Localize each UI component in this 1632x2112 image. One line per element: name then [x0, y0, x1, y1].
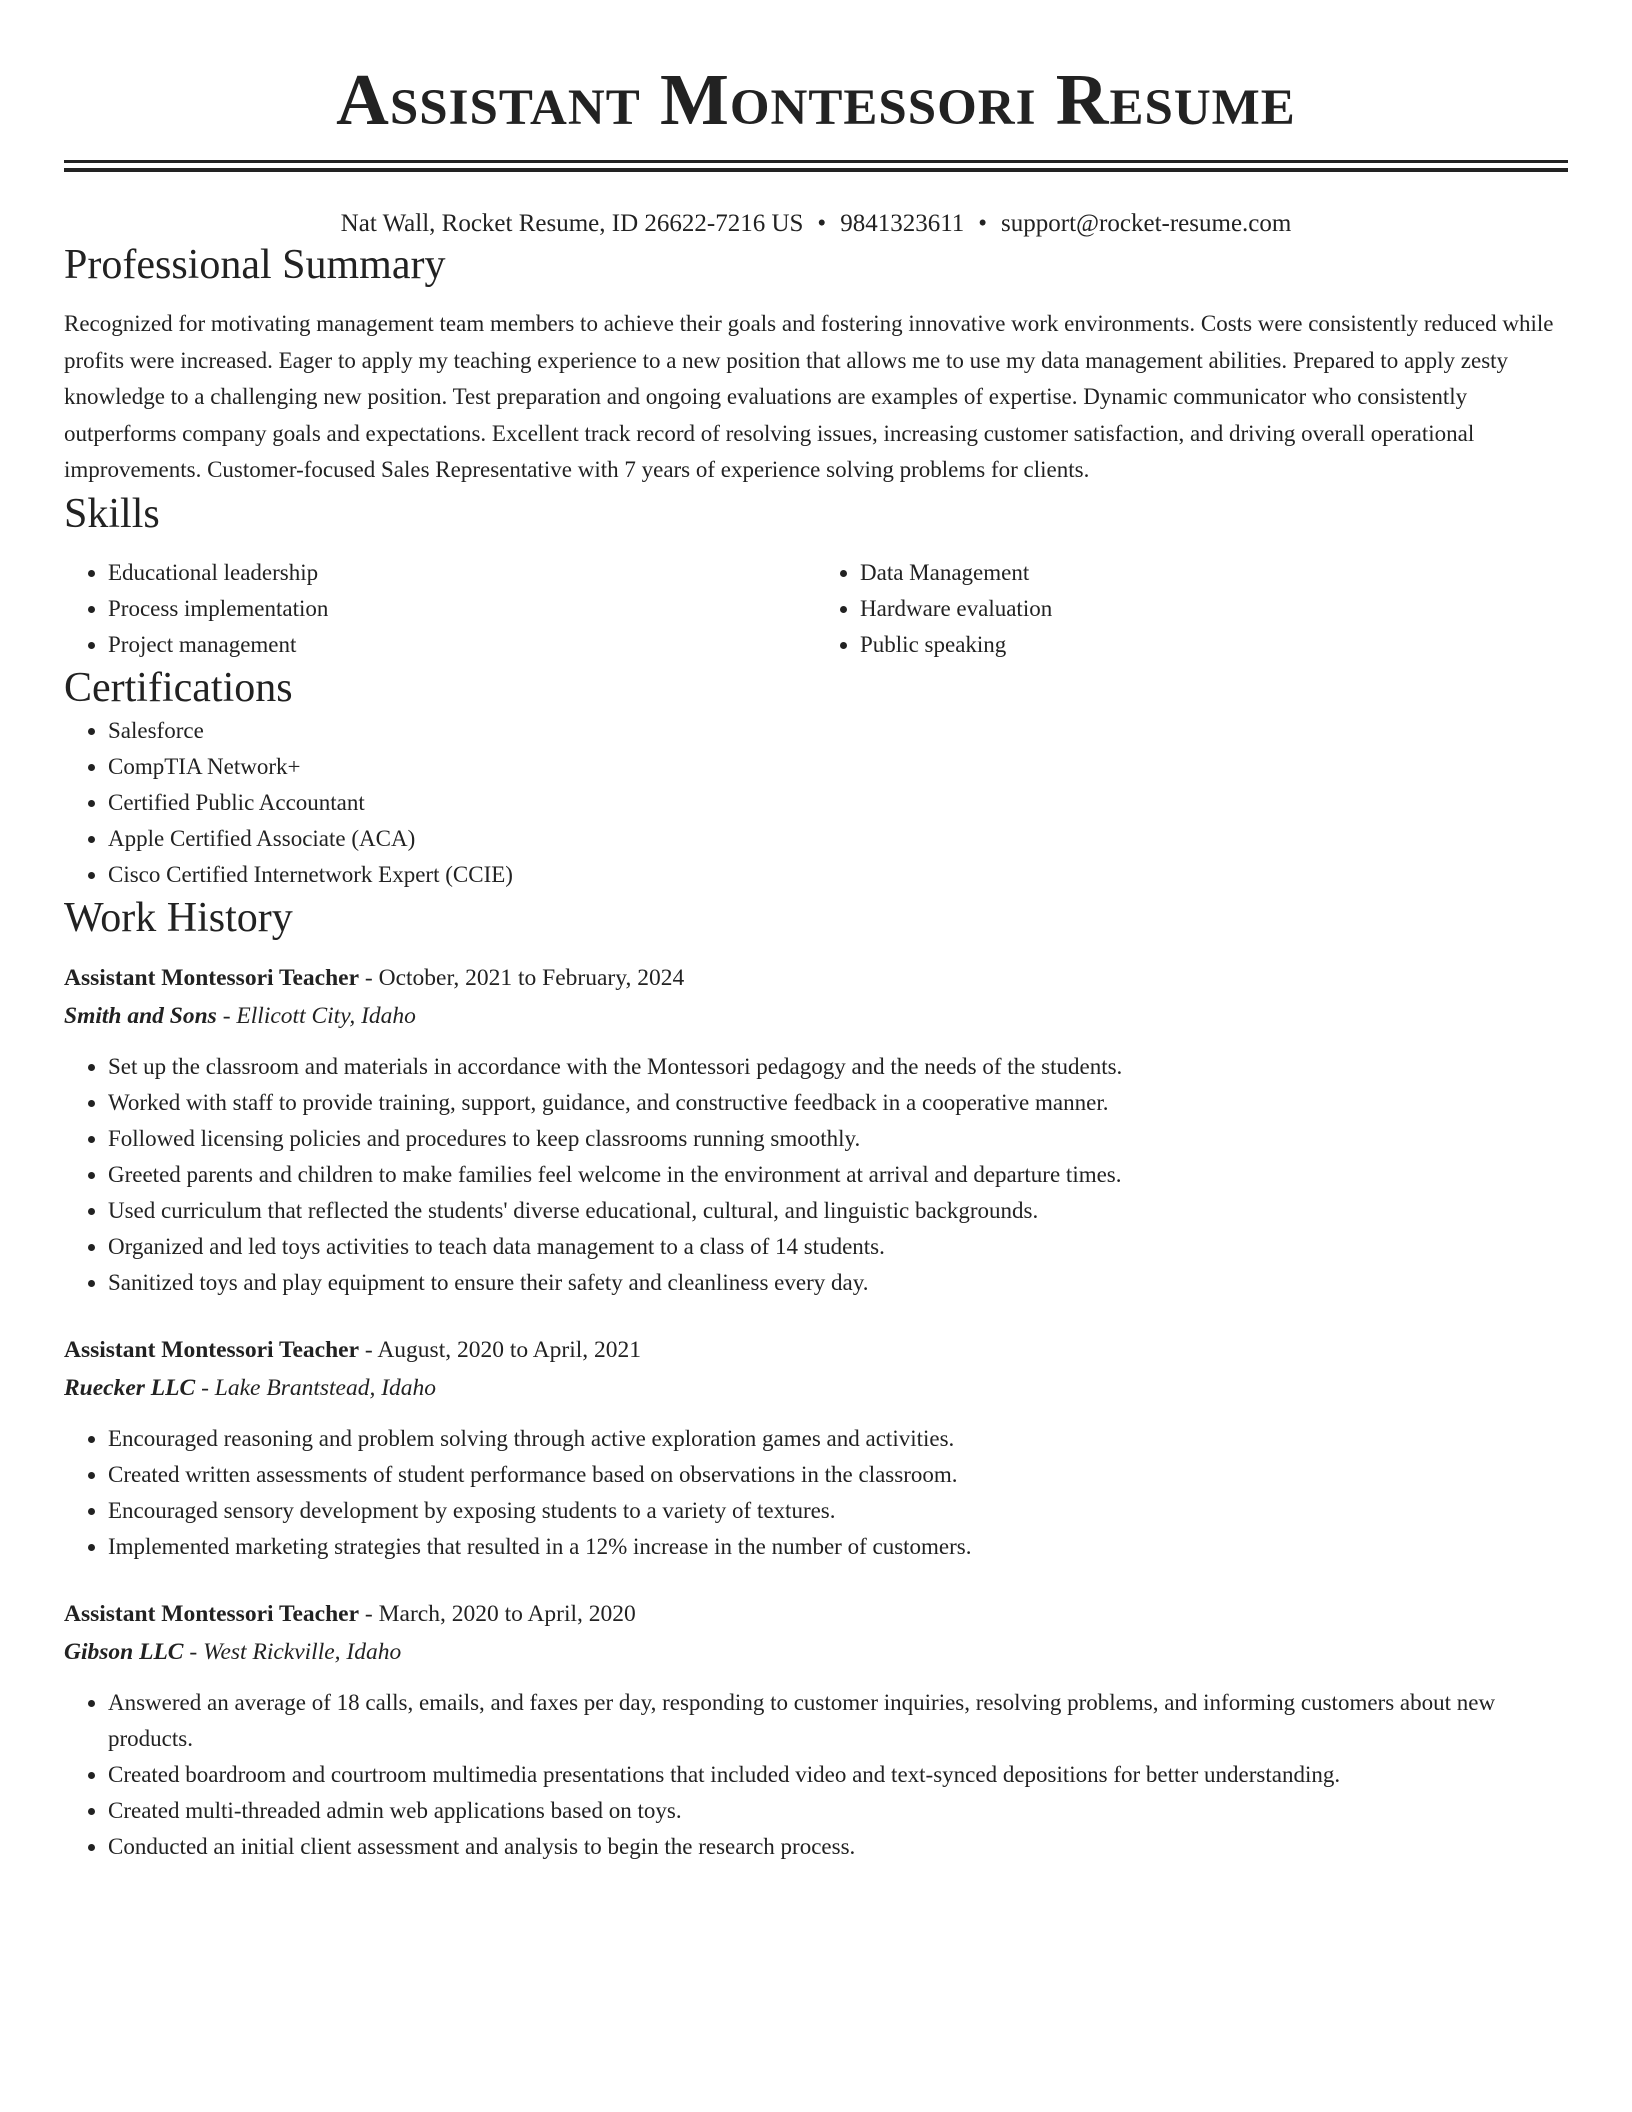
company-dash: -: [216, 1002, 237, 1029]
company-dash: -: [183, 1638, 204, 1665]
list-item: • Worked with staff to provide training, support, guidance, and constructive feedback in a cooperative manner.: [108, 1085, 1568, 1121]
certifications-heading: Certifications: [64, 664, 293, 711]
skills-list-right: [816, 555, 1568, 663]
company-line: [64, 1633, 1568, 1671]
job-entry: [64, 1331, 1568, 1565]
list-item: • Process implementation: [108, 591, 816, 627]
company-name: Ruecker LLC: [64, 1374, 196, 1401]
job-title-line: [64, 1331, 1568, 1369]
job-bullets: [64, 1049, 1568, 1301]
contact-separator: •: [817, 210, 827, 237]
list-item: • Answered an average of 18 calls, emails, and faxes per day, responding to customer inquiries, resolving problems, and informing customers about new products.: [108, 1685, 1568, 1757]
list-item: • Apple Certified Associate (ACA): [108, 821, 1568, 857]
skills-grid: [64, 555, 1568, 663]
certifications-list: [64, 713, 1568, 893]
company-name: Gibson LLC: [64, 1638, 184, 1665]
list-item: • Set up the classroom and materials in accordance with the Montessori pedagogy and the needs of the students.: [108, 1049, 1568, 1085]
job-title: Assistant Montessori Teacher: [64, 1600, 360, 1627]
company-location: Lake Brantstead, Idaho: [214, 1374, 437, 1401]
resume-title: Assistant Montessori Resume: [336, 59, 1296, 140]
job-dash: -: [359, 1600, 379, 1627]
job-dates: October, 2021 to February, 2024: [378, 964, 685, 991]
work-history-list: [64, 959, 1568, 1865]
list-item: • Used curriculum that reflected the students' diverse educational, cultural, and linguistic backgrounds.: [108, 1193, 1568, 1229]
job-bullets: [64, 1421, 1568, 1565]
list-item: • Organized and led toys activities to teach data management to a class of 14 students.: [108, 1229, 1568, 1265]
summary-heading: Professional Summary: [64, 242, 446, 288]
job-entry: [64, 959, 1568, 1301]
list-item: • Implemented marketing strategies that resulted in a 12% increase in the number of customers.: [108, 1529, 1568, 1565]
list-item: • Greeted parents and children to make families feel welcome in the environment at arrival and departure times.: [108, 1157, 1568, 1193]
list-item: • Created written assessments of student performance based on observations in the classroom.: [108, 1457, 1568, 1493]
company-location: Ellicott City, Idaho: [236, 1002, 416, 1029]
job-dates: August, 2020 to April, 2021: [377, 1336, 642, 1363]
company-location: West Rickville, Idaho: [203, 1638, 402, 1665]
list-item: • Encouraged sensory development by exposing students to a variety of textures.: [108, 1493, 1568, 1529]
job-entry: [64, 1595, 1568, 1865]
list-item: • Followed licensing policies and procedures to keep classrooms running smoothly.: [108, 1121, 1568, 1157]
company-line: [64, 997, 1568, 1035]
list-item: • CompTIA Network+: [108, 749, 1568, 785]
list-item: • Project management: [108, 627, 816, 663]
job-title-line: [64, 1595, 1568, 1633]
list-item: • Public speaking: [860, 627, 1568, 663]
list-item: • Certified Public Accountant: [108, 785, 1568, 821]
contact-phone: 9841323611: [840, 210, 965, 237]
company-name: Smith and Sons: [64, 1002, 217, 1029]
list-item: • Created multi-threaded admin web applications based on toys.: [108, 1793, 1568, 1829]
list-item: • Salesforce: [108, 713, 1568, 749]
title-double-rule: [64, 160, 1568, 172]
company-dash: -: [195, 1374, 215, 1401]
job-dash: -: [359, 1336, 378, 1363]
work-history-heading: Work History: [64, 894, 293, 941]
skills-heading: Skills: [64, 490, 160, 537]
summary-text: Recognized for motivating management team members to achieve their goals and fostering innovative work environments. Costs were consistently reduced while profits were increased. Eager to apply my teaching experience to a new position that allows me to use my data management abilities. Prepared to apply zesty knowledge to a challenging new position. Test preparation and ongoing evaluations are examples of expertise. Dynamic communicator who consistently outperforms company goals and expectations. Excellent track record of resolving issues, increasing customer satisfaction, and driving overall operational improvements. Customer-focused Sales Representative with 7 years of experience solving problems for clients.: [64, 311, 1554, 482]
job-dash: -: [359, 964, 379, 991]
list-item: • Encouraged reasoning and problem solving through active exploration games and activities.: [108, 1421, 1568, 1457]
job-title-line: [64, 959, 1568, 997]
job-bullets: [64, 1685, 1568, 1865]
contact-address: Nat Wall, Rocket Resume, ID 26622-7216 US: [340, 210, 804, 237]
contact-email: support@rocket-resume.com: [1001, 210, 1292, 237]
contact-separator: •: [978, 210, 988, 237]
list-item: • Created boardroom and courtroom multimedia presentations that included video and text-synced depositions for better understanding.: [108, 1757, 1568, 1793]
list-item: • Data Management: [860, 555, 1568, 591]
job-title: Assistant Montessori Teacher: [64, 964, 360, 991]
job-dates: March, 2020 to April, 2020: [378, 1600, 636, 1627]
list-item: • Conducted an initial client assessment and analysis to begin the research process.: [108, 1829, 1568, 1865]
skills-list-left: [64, 555, 816, 663]
list-item: • Cisco Certified Internetwork Expert (CCIE): [108, 857, 1568, 893]
list-item: • Hardware evaluation: [860, 591, 1568, 627]
list-item: • Educational leadership: [108, 555, 816, 591]
company-line: [64, 1369, 1568, 1407]
job-title: Assistant Montessori Teacher: [64, 1336, 360, 1363]
contact-line: [64, 208, 1568, 240]
list-item: • Sanitized toys and play equipment to ensure their safety and cleanliness every day.: [108, 1265, 1568, 1301]
